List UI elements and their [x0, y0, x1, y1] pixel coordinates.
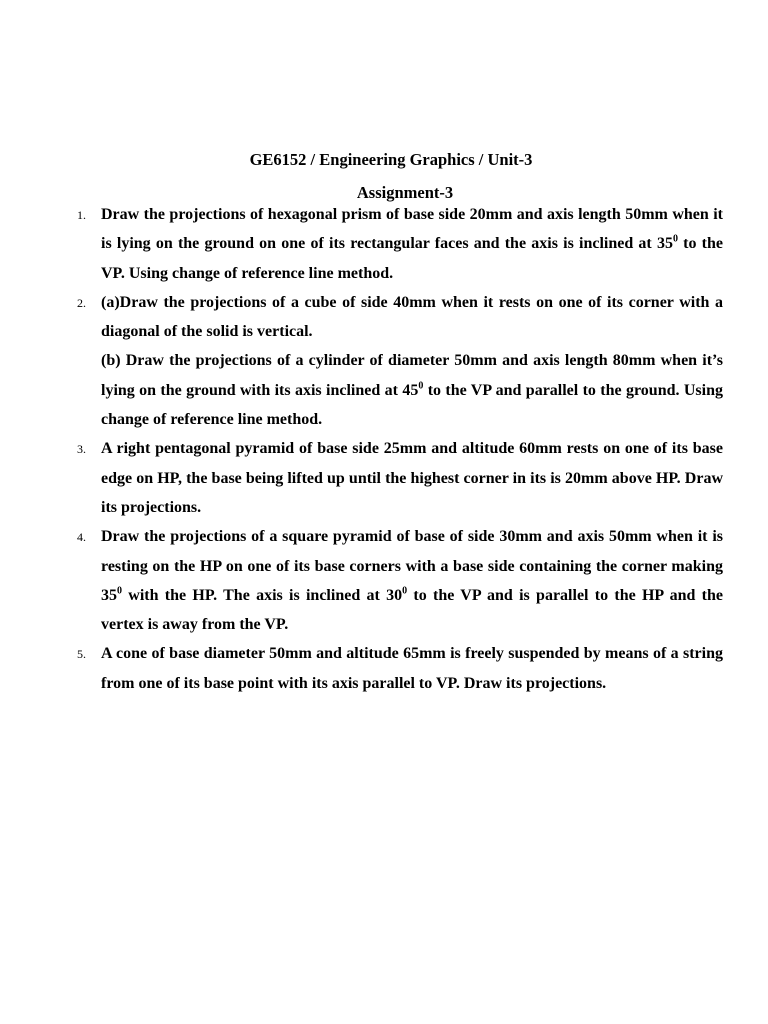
question-item-3: [0, 434, 768, 522]
question-text-part: (b) Draw the projections of a cylinder of diameter 50mm and axis length 80mm when it’s lying on the ground with its axis inclined at 45: [101, 352, 723, 399]
question-text: [101, 434, 723, 522]
degree-superscript: 0: [672, 233, 678, 245]
question-item-4: [0, 522, 768, 639]
question-number: 3.: [77, 442, 86, 457]
degree-superscript: 0: [418, 380, 424, 392]
page-title: GE6152 / Engineering Graphics / Unit-3: [249, 150, 533, 169]
question-list: [0, 200, 768, 698]
question-text-part: A cone of base diameter 50mm and altitude 65mm is freely suspended by means of a string from one of its base point with its axis parallel to VP. Draw its projections.: [101, 645, 723, 692]
question-part-a: (a)Draw the projections of a cube of side 40mm when it rests on one of its corner with a diagonal of the solid is vertical.: [101, 293, 723, 341]
question-text: [101, 522, 723, 639]
question-text: [101, 639, 723, 698]
question-text-part: to the VP and is parallel to the HP and the vertex is away from the VP.: [101, 586, 724, 634]
question-text-part: with the HP. The axis is inclined at 30: [122, 586, 403, 604]
question-part-b: [101, 346, 723, 434]
question-number: 5.: [77, 647, 86, 662]
question-text: [101, 288, 723, 434]
question-item-1: [0, 200, 768, 288]
degree-superscript: 0: [117, 585, 122, 597]
question-text: [101, 200, 723, 288]
degree-superscript: 0: [402, 585, 408, 597]
assignment-subtitle: Assignment-3: [356, 183, 454, 202]
question-text-part: to the VP and parallel to the ground. Using change of reference line method.: [101, 381, 724, 429]
question-number: 4.: [77, 530, 86, 545]
question-text-part: Draw the projections of a square pyramid of base of side 30mm and axis 50mm when it is resting on the HP on one of its base corners with a base side containing the corner making 35: [101, 528, 723, 604]
question-number: 1.: [77, 208, 86, 222]
question-text-part: Draw the projections of hexagonal prism of base side 20mm and axis length 50mm when it is lying on the ground on one of its rectangular faces and the axis is inclined at 35: [101, 206, 723, 253]
question-number: 2.: [77, 295, 86, 310]
question-item-5: [0, 639, 768, 698]
question-item-2: [0, 288, 768, 434]
question-text-part: A right pentagonal pyramid of base side 25mm and altitude 60mm rests on one of its base edge on HP, the base being lifted up until the highest corner in its is 20mm above HP. Draw its projections.: [101, 440, 723, 516]
question-text-part: to the VP. Using change of reference line method.: [101, 235, 724, 282]
